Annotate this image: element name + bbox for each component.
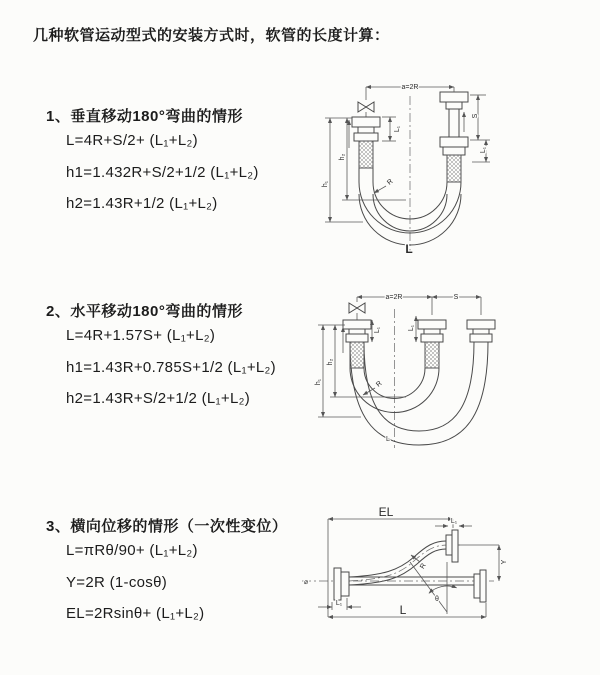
braided-hose-left [350, 342, 364, 368]
dimension-l1-mid [408, 316, 416, 342]
section-1-heading: 1、垂直移动180°弯曲的情形 [46, 108, 243, 125]
middle-fitting [418, 320, 446, 342]
dim-label-h2: h₂ [327, 358, 334, 366]
centerline-mark: ⌀ [303, 579, 309, 586]
dim-label-s: S [472, 113, 479, 119]
upper-flange [446, 530, 458, 562]
braided-hose-middle [425, 342, 439, 368]
hose-moved-position [350, 342, 488, 445]
dim-label-y: Y [501, 559, 508, 565]
dimension-l1-left [372, 320, 381, 342]
dimension-l1-right [480, 140, 487, 162]
diagram-horizontal-180-bend [303, 283, 538, 468]
dim-label-a2r: a=2R [401, 84, 419, 91]
dim-label-l1-left: L₁ [374, 326, 381, 334]
diagram-vertical-180-bend [308, 70, 533, 260]
right-fitting-lower [440, 137, 468, 155]
dim-label-r: R [375, 380, 384, 389]
left-fitting [343, 320, 371, 342]
section-3-formula-EL: EL=2Rsinθ+ (L₁+L₂) [66, 605, 205, 622]
dim-label-l: L [399, 603, 407, 617]
right-pipe [449, 109, 459, 137]
braided-hose-right [447, 155, 461, 182]
dim-label-h1: h₁ [322, 180, 329, 188]
angle-label-theta: θ [435, 596, 439, 603]
section-3-formula-Y: Y=2R (1-cosθ) [66, 574, 168, 591]
dim-label-a2r: a=2R [385, 294, 403, 301]
section-1-formula-h1: h1=1.432R+S/2+1/2 (L₁+L₂) [66, 164, 259, 181]
dim-label-l1-left: L₁ [335, 600, 343, 607]
dim-label-l1-right: L₁ [480, 146, 487, 154]
dim-label-l: L [386, 436, 390, 443]
dimension-l1-left [382, 117, 401, 141]
page-title: 几种软管运动型式的安装方式时，软管的长度计算： [33, 27, 390, 44]
dim-label-l1-mid: L₁ [408, 324, 415, 332]
section-1-formula-h2: h2=1.43R+1/2 (L₁+L₂) [66, 195, 218, 212]
dimension-s [432, 294, 481, 315]
left-flange [334, 568, 349, 600]
section-2-formula-L: L=4R+1.57S+ (L₁+L₂) [66, 327, 216, 344]
radius-callout [374, 178, 395, 193]
dim-label-l: L [405, 242, 413, 256]
dim-label-h2: h₂ [339, 153, 346, 161]
left-fitting [352, 117, 380, 141]
dim-label-r: R [419, 562, 428, 571]
section-3-formula-L: L=πRθ/90+ (L₁+L₂) [66, 542, 198, 559]
radius-callout [363, 380, 384, 395]
dim-label-el: EL [378, 505, 394, 519]
braided-hose-left [359, 141, 373, 168]
dimension-l [328, 603, 486, 617]
section-1-formula-L: L=4R+S/2+ (L₁+L₂) [66, 132, 198, 149]
dim-label-l1-top: L₁ [450, 518, 458, 525]
diagram-lateral-displacement [298, 498, 563, 638]
right-fitting [467, 320, 495, 342]
hose-s-curve [349, 541, 446, 585]
dim-label-h1: h₁ [315, 378, 322, 386]
dim-label-r: R [386, 178, 395, 187]
section-2-formula-h2: h2=1.43R+S/2+1/2 (L₁+L₂) [66, 390, 251, 407]
dim-label-l1-left: L₁ [394, 125, 401, 133]
angle-theta [410, 562, 457, 614]
section-2-formula-h1: h1=1.43R+0.785S+1/2 (L₁+L₂) [66, 359, 276, 376]
valve-icon [349, 303, 365, 320]
right-flange [474, 570, 486, 602]
dim-label-s: S [453, 294, 459, 301]
section-3-heading: 3、横向位移的情形（一次性变位） [46, 518, 288, 535]
valve-icon [358, 102, 374, 117]
right-fitting-upper [440, 92, 468, 109]
section-2-heading: 2、水平移动180°弯曲的情形 [46, 303, 243, 320]
dimension-l1-left [318, 598, 361, 610]
